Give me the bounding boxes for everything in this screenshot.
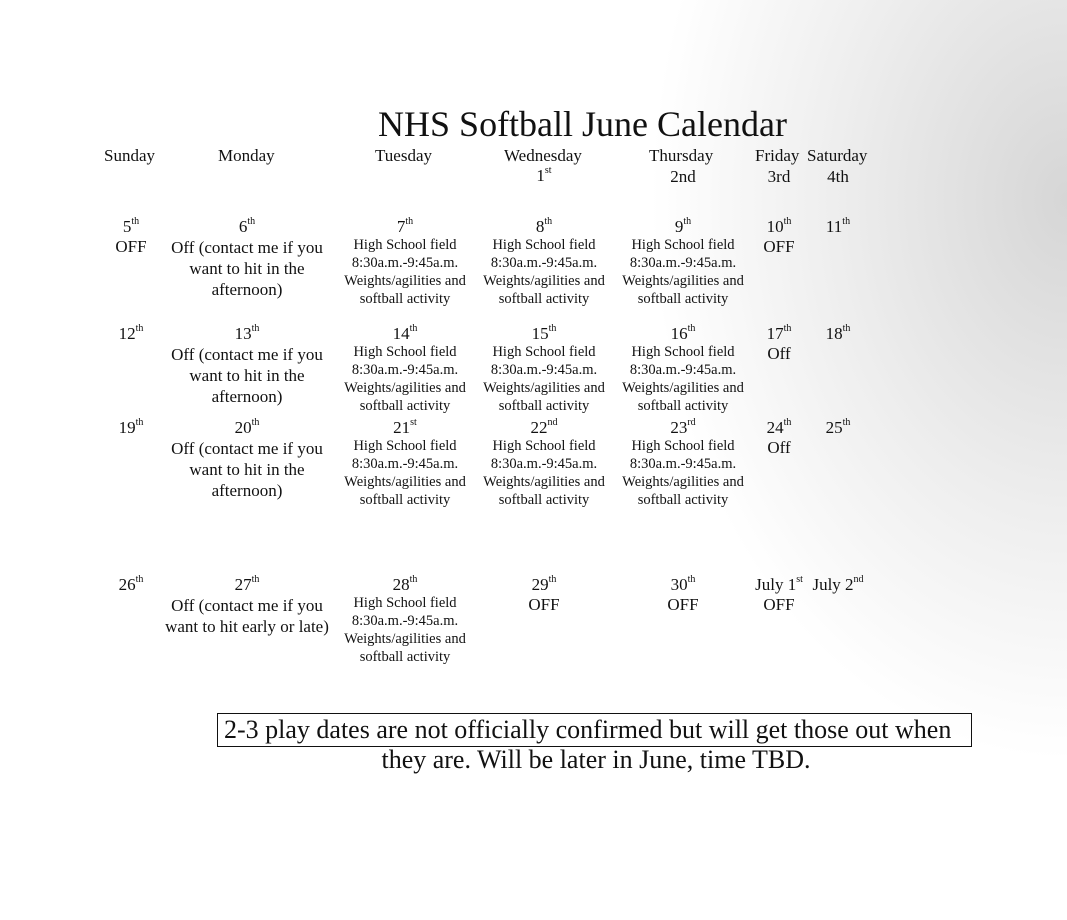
header-sunday: Sunday bbox=[104, 146, 155, 165]
date-thu-2: 2nd bbox=[670, 167, 696, 186]
day-note: Off bbox=[767, 344, 791, 364]
calendar-day: 13th Off (contact me if you want to hit in the afternoon) bbox=[171, 323, 323, 407]
calendar-day: 25th bbox=[825, 417, 851, 437]
header-tuesday: Tuesday bbox=[375, 146, 432, 165]
calendar-day: 24th Off bbox=[766, 417, 792, 458]
calendar-day: 22nd High School field 8:30a.m.-9:45a.m. Weights/agilities and softball activity bbox=[483, 417, 605, 508]
calendar-day: 8th High School field 8:30a.m.-9:45a.m. Weights/agilities and softball activity bbox=[483, 216, 605, 307]
day-note: Off bbox=[767, 438, 791, 458]
calendar-day: July 1st OFF bbox=[755, 574, 803, 615]
calendar-day: 7th High School field 8:30a.m.-9:45a.m. Weights/agilities and softball activity bbox=[344, 216, 466, 307]
calendar-day: 14th High School field 8:30a.m.-9:45a.m. Weights/agilities and softball activity bbox=[344, 323, 466, 414]
note-line-2: they are. Will be later in June, time TBD. bbox=[381, 745, 811, 774]
calendar-day: 10th OFF bbox=[763, 216, 795, 257]
calendar-day: 12th bbox=[118, 323, 144, 343]
day-note: OFF bbox=[763, 595, 795, 615]
calendar-day: 30th OFF bbox=[667, 574, 699, 615]
day-note: OFF bbox=[528, 595, 560, 615]
calendar-day: 11th bbox=[825, 216, 851, 236]
date-wed-1: 1st bbox=[536, 165, 552, 185]
day-note: OFF bbox=[115, 237, 147, 257]
calendar-day: 28th High School field 8:30a.m.-9:45a.m. Weights/agilities and softball activity bbox=[344, 574, 466, 665]
day-note: OFF bbox=[763, 237, 795, 257]
calendar-day: July 2nd bbox=[812, 574, 864, 594]
header-friday: Friday bbox=[755, 146, 800, 165]
calendar-day: 21st High School field 8:30a.m.-9:45a.m. Weights/agilities and softball activity bbox=[344, 417, 466, 508]
header-saturday: Saturday bbox=[807, 146, 868, 165]
header-monday: Monday bbox=[218, 146, 275, 165]
calendar-day: 27th Off (contact me if you want to hit early or late) bbox=[165, 574, 329, 637]
calendar-day: 9th High School field 8:30a.m.-9:45a.m. Weights/agilities and softball activity bbox=[622, 216, 744, 307]
header-thursday: Thursday bbox=[649, 146, 714, 165]
calendar-day: 17th Off bbox=[766, 323, 792, 364]
note-line-1: 2-3 play dates are not officially confirmed but will get those out when bbox=[224, 715, 952, 744]
date-sat-4: 4th bbox=[827, 167, 849, 186]
calendar-day: 26th bbox=[118, 574, 144, 594]
calendar-day: 18th bbox=[825, 323, 851, 343]
date-fri-3: 3rd bbox=[767, 167, 791, 186]
page-title: NHS Softball June Calendar bbox=[378, 104, 787, 144]
calendar-day: 29th OFF bbox=[528, 574, 560, 615]
calendar-day: 23rd High School field 8:30a.m.-9:45a.m. Weights/agilities and softball activity bbox=[622, 417, 744, 508]
calendar-day: 15th High School field 8:30a.m.-9:45a.m. Weights/agilities and softball activity bbox=[483, 323, 605, 414]
calendar-day: 16th High School field 8:30a.m.-9:45a.m. Weights/agilities and softball activity bbox=[622, 323, 744, 414]
calendar-day: 19th bbox=[118, 417, 144, 437]
calendar-day: 6th Off (contact me if you want to hit in the afternoon) bbox=[171, 216, 323, 300]
day-note: OFF bbox=[667, 595, 699, 615]
calendar-day: 5th OFF bbox=[115, 216, 147, 257]
header-wednesday: Wednesday bbox=[504, 146, 582, 165]
calendar-day: 20th Off (contact me if you want to hit in the afternoon) bbox=[171, 417, 323, 501]
